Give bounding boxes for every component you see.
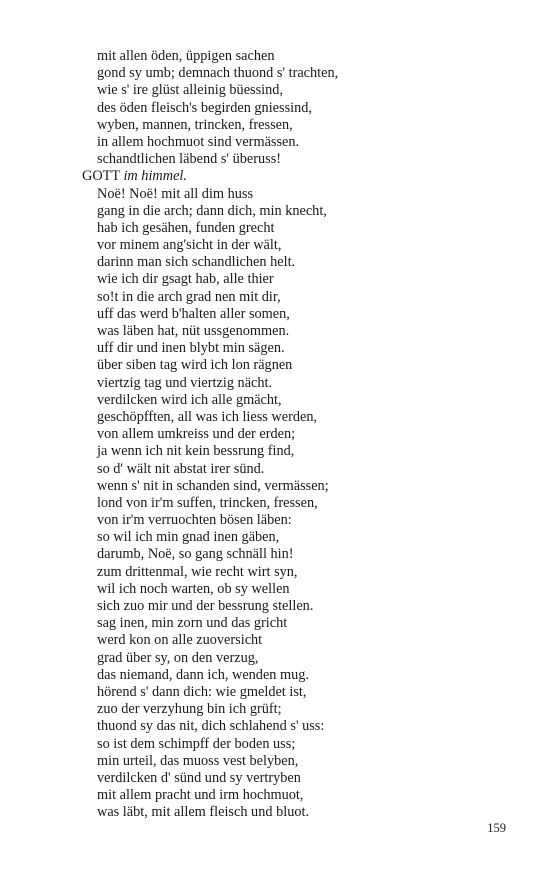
verse-line: das niemand, dann ich, wenden mug.: [97, 666, 310, 683]
verse-lines-before: [82, 48, 502, 168]
verse-line: wil ich noch warten, ob sy wellen: [97, 580, 290, 597]
verse-line: von ir'm verruochten bösen läben:: [97, 512, 292, 529]
verse-line: vor minem ang'sicht in der wält,: [97, 237, 282, 254]
verse-line: min urteil, das muoss vest belyben,: [97, 752, 299, 769]
verse-line: so d' wält nit abstat irer sünd.: [97, 460, 265, 477]
verse-line: von allem umkreiss und der erden;: [97, 426, 296, 443]
verse-line: was läben hat, nüt ussgenommen.: [97, 323, 290, 339]
verse-block: [82, 48, 502, 821]
verse-line: so wil ich min gnad inen gäben,: [97, 529, 280, 546]
verse-line: sag inen, min zorn und das gricht: [97, 615, 288, 632]
verse-line: Noë! Noë! mit all dim huss: [97, 185, 254, 202]
verse-line: über siben tag wird ich lon rägnen: [97, 357, 293, 374]
verse-line: des öden fleisch's begirden gniessind,: [97, 99, 312, 116]
verse-line: mit allem pracht und irm hochmuot,: [97, 787, 304, 804]
verse-line: so ist dem schimpff der boden uss;: [97, 735, 296, 752]
verse-line: gond sy umb; demnach thuond s' trachten,: [97, 65, 339, 82]
verse-line: verdilcken wird ich alle gmächt,: [97, 391, 282, 408]
speaker-name: GOTT: [82, 168, 120, 185]
verse-line: thuond sy das nit, dich schlahend s' uss:: [97, 718, 325, 735]
stage-direction: im himmel.: [123, 168, 187, 185]
speaker-heading: [82, 168, 502, 185]
verse-line: in allem hochmuot sind vermässen.: [97, 133, 300, 150]
verse-line: grad über sy, on den verzug,: [97, 649, 259, 666]
verse-line: wie s' ire glüst alleinig büessind,: [97, 82, 284, 99]
verse-line: darinn man sich schandlichen helt.: [97, 254, 296, 271]
verse-line: werd kon on alle zuoversicht: [97, 632, 263, 649]
verse-line: was läbt, mit allem fleisch und bluot.: [97, 804, 310, 821]
verse-line: wie ich dir gsagt hab, alle thier: [97, 271, 274, 288]
page-number: 159: [487, 821, 506, 835]
verse-line: darumb, Noë, so gang schnäll hin!: [97, 546, 294, 563]
verse-line: verdilcken d' sünd und sy vertryben: [97, 769, 301, 786]
verse-line: uff dir und inen blybt min sägen.: [97, 340, 285, 357]
verse-line: gang in die arch; dann dich, min knecht,: [97, 202, 327, 219]
verse-line: wyben, mannen, trincken, fressen,: [97, 116, 293, 133]
verse-line: so!t in die arch grad nen mit dir,: [97, 288, 281, 305]
verse-line: zuo der verzyhung bin ich grüft;: [97, 701, 282, 718]
verse-line: zum drittenmal, wie recht wirt syn,: [97, 563, 298, 580]
verse-line: viertzig tag und viertzig nächt.: [97, 374, 273, 391]
verse-line: sich zuo mir und der bessrung stellen.: [97, 598, 314, 614]
verse-line: uff das werd b'halten aller somen,: [97, 305, 290, 322]
verse-line: mit allen öden, üppigen sachen: [97, 48, 275, 64]
verse-line: schandtlichen läbend s' überuss!: [97, 151, 282, 168]
verse-lines-after: [82, 186, 502, 822]
verse-line: wenn s' nit in schanden sind, vermässen;: [97, 477, 329, 494]
verse-line: lond von ir'm suffen, trincken, fressen,: [97, 494, 318, 511]
verse-line: hörend s' dann dich: wie gmeldet ist,: [97, 683, 307, 700]
verse-line: ja wenn ich nit kein bessrung find,: [97, 443, 295, 460]
verse-line: hab ich gesähen, funden grecht: [97, 219, 275, 236]
verse-line: geschöpfften, all was ich liess werden,: [97, 408, 318, 425]
